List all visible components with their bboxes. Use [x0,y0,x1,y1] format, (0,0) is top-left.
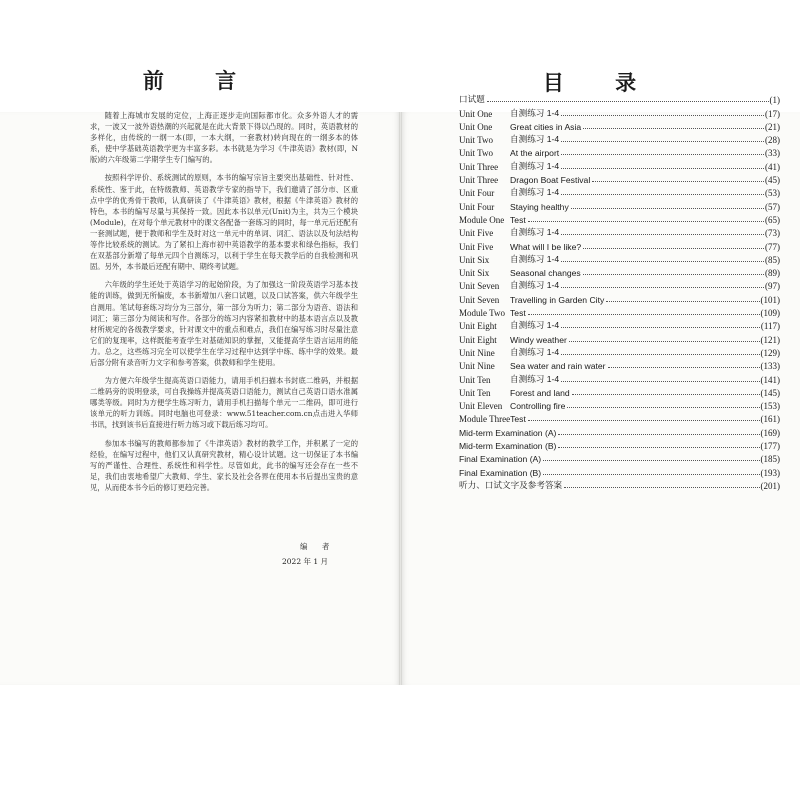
toc-row [459,451,780,464]
toc-unit: Unit Five [459,228,494,239]
toc-entry-title: 自测练习 1-4 [510,373,560,384]
toc-unit: Unit Eight [459,334,497,345]
toc-row [459,464,780,477]
table-of-contents [459,92,780,491]
toc-unit: Unit Nine [459,361,495,372]
toc-page-number: (77) [765,241,780,252]
toc-unit: Unit One [459,121,493,132]
toc-unit: Unit Two [459,148,493,159]
toc-dot-leader [561,261,764,262]
toc-page-number: (201) [760,480,780,491]
toc-dot-leader [528,221,764,222]
toc-page-number: (89) [765,268,780,279]
toc-entry-title: 自测练习 1-4 [510,107,560,118]
toc-row [459,305,780,318]
toc-entry-title: Seasonal changes [510,268,581,279]
toc-unit: Unit Six [459,268,490,279]
toc-row [459,478,780,491]
toc-dot-leader [558,447,759,448]
toc-row [459,185,780,198]
toc-unit: Module Three [459,414,511,425]
toc-page-number: (97) [765,281,780,292]
toc-row [459,398,780,411]
toc-entry-title: Final Examination (B) [459,467,542,478]
toc-entry-title: 自测练习 1-4 [510,160,560,171]
toc-entry-title: Test [510,308,526,319]
toc-dot-leader [572,394,760,395]
toc-entry-title: Final Examination (A) [459,454,542,465]
toc-page-number: (121) [760,334,780,345]
toc-unit: Unit Four [459,201,495,212]
toc-entry-title: 自测练习 1-4 [510,187,560,198]
toc-dot-leader [583,128,764,129]
preface-paragraph: 为方便六年级学生提高英语口语能力，请用手机扫描本书封底二维码，并根据二维码旁的说明登录，可自我操练并提高英语口语能力，测试自己英语口语水准属哪类等级。同时为方便学生练习听力，请用手机扫描每个单元一二维码，即可进行该单元的听力训练。同时电脑也可登录：www.51teacher.com.cn点击进入华师书讯，找到该书后直接进行听力练习或下载后练习均可。 [90,376,358,430]
toc-row [459,371,780,384]
toc-page-number: (145) [760,387,780,398]
toc-dot-leader [561,115,764,116]
toc-entry-title: 听力、口试文字及参考答案 [459,479,563,490]
toc-page-number: (141) [760,374,780,385]
toc-page-number: (177) [760,441,780,452]
preface-body [90,110,358,500]
toc-dot-leader [567,407,759,408]
toc-entry-title: 自测练习 1-4 [510,227,560,238]
preface-paragraph: 参加本书编写的教师都参加了《牛津英语》教材的教学工作，并积累了一定的经验，在编写过程中，他们又认真研究教材，精心设计试题。这一切保证了本书编写的严谨性、合理性、系统性和科学性。尽管如此，此书的编写还会存在一些不足，我们由衷地希望广大教师、学生、家长及社会各界在使用本书后提出宝贵的意见，从而使本书今后的修订更趋完善。 [90,438,358,492]
toc-dot-leader [543,460,759,461]
toc-page-number: (153) [760,401,780,412]
toc-row [459,411,780,424]
toc-entry-title: Mid-term Examination (B) [459,441,557,452]
toc-page-number: (53) [765,188,780,199]
toc-dot-leader [583,248,764,249]
toc-row [459,358,780,371]
toc-entry-title: Sea water and rain water [510,361,606,372]
toc-dot-leader [569,341,760,342]
toc-page-number: (185) [760,454,780,465]
toc-unit: Unit Six [459,254,490,265]
toc-dot-leader [543,474,759,475]
toc-row [459,252,780,265]
toc-row [459,265,780,278]
toc-page-number: (169) [760,427,780,438]
toc-row [459,278,780,291]
toc-row [459,385,780,398]
toc-dot-leader [528,314,760,315]
toc-unit: Unit Seven [459,281,500,292]
toc-entry-title: Controlling fire [510,401,566,412]
toc-unit: Unit One [459,108,493,119]
toc-unit: Unit Nine [459,347,495,358]
toc-dot-leader [561,287,764,288]
toc-unit: Unit Five [459,241,494,252]
toc-entry-title: 自测练习 1-4 [510,134,560,145]
toc-unit: Unit Two [459,135,493,146]
toc-dot-leader [487,101,769,102]
toc-dot-leader [561,154,764,155]
toc-page-number: (117) [760,321,780,332]
toc-row [459,172,780,185]
toc-page-number: (41) [765,161,780,172]
toc-page-number: (65) [765,214,780,225]
toc-page-number: (33) [765,148,780,159]
toc-dot-leader [561,141,764,142]
toc-page-number: (193) [760,467,780,478]
toc-unit: Unit Three [459,175,499,186]
toc-unit: Unit Four [459,188,495,199]
toc-dot-leader [561,194,764,195]
toc-page-number: (1) [769,95,780,106]
toc-row [459,291,780,304]
toc-unit: Unit Ten [459,387,491,398]
book-gutter [399,112,402,685]
toc-dot-leader [561,354,759,355]
toc-entry-title: Great cities in Asia [510,121,582,132]
toc-entry-title: Travelling in Garden City [510,294,605,305]
preface-title: 前 言 [142,68,259,93]
preface-date: 2022 年 1 月 [282,557,329,566]
toc-entry-title: Windy weather [510,334,567,345]
toc-dot-leader [592,181,764,182]
toc-title: 目 录 [542,70,659,95]
toc-page-number: (45) [765,175,780,186]
toc-page-number: (85) [765,254,780,265]
toc-unit: Unit Seven [459,294,500,305]
toc-entry-title: 自测练习 1-4 [510,280,560,291]
toc-page-number: (21) [765,121,780,132]
toc-entry-title: Dragon Boat Festival [510,175,591,186]
preface-paragraph: 随着上海城市发展的定位，上海正逐步走向国际都市化。众多外语人才的需求，一波又一波外语热潮的兴起就是在此大背景下得以凸现的。同时，英语教材的多样化，由传统的一纲一本(即，一本大纲，一套教材)转向现在的一纲多本的体系，使中学基础英语教学更为丰富多彩。本书就是为学习《牛津英语》教材(即，N版)的六年级第二学期学生专门编写的。 [90,111,358,165]
toc-row [459,225,780,238]
toc-row [459,145,780,158]
toc-page-number: (109) [760,308,780,319]
toc-row [459,331,780,344]
toc-entry-title: 自测练习 1-4 [510,253,560,264]
toc-unit: Unit Three [459,161,499,172]
toc-dot-leader [561,381,759,382]
toc-page-number: (17) [765,108,780,119]
toc-page-number: (73) [765,228,780,239]
toc-entry-title: Mid-term Examination (A) [459,427,557,438]
toc-row [459,198,780,211]
toc-row [459,92,780,105]
toc-row [459,119,780,132]
toc-entry-title: What will I be like? [510,241,582,252]
preface-paragraph: 按照科学评价、系统测试的原则，本书的编写宗旨主要突出基础性、针对性、系统性、鉴于此，在特级教师、英语教学专家的指导下，我们邀请了部分市、区重点中学的优秀骨干教师，认真研读了《牛津英语》教材，根据《牛津英语》教材的特色，本书的编写尽量与其保持一致。因此本书以单元(Unit)为主，共为三个模块(Module)，在对每个单元教材中的课文各配备一套练习的同时，每一单元后还配有一套测试题，便于教师和学生及时对这一单元中的单词、词汇、语法以及句法结构等作比较系统的测试。为了紧扣上海市初中英语教学的基本要求和绿色指标，我们在双基部分新增了每单元四个自测练习，以利于学生在每天教学后的自我检测和巩固。另外，本书最后还配有期中、期终考试题。 [90,173,358,272]
preface-signature: 编 者 [300,542,336,551]
toc-dot-leader [564,487,759,488]
toc-page-number: (133) [760,361,780,372]
toc-row [459,158,780,171]
toc-row [459,345,780,358]
toc-unit: Unit Eight [459,321,497,332]
toc-page-number: (129) [760,347,780,358]
toc-unit: Unit Ten [459,374,491,385]
toc-row [459,424,780,437]
toc-page-number: (28) [765,135,780,146]
toc-dot-leader [583,274,764,275]
toc-entry-title: Test [510,214,526,225]
toc-row [459,105,780,118]
toc-unit: Module Two [459,308,505,319]
toc-dot-leader [608,367,760,368]
toc-unit: Module One [459,214,505,225]
toc-row [459,238,780,251]
toc-row [459,132,780,145]
toc-unit: Unit Eleven [459,401,503,412]
toc-dot-leader [606,301,759,302]
toc-dot-leader [561,168,764,169]
toc-entry-title: 自测练习 1-4 [510,346,560,357]
toc-row [459,438,780,451]
toc-entry-title: At the airport [510,148,560,159]
toc-dot-leader [561,327,760,328]
toc-dot-leader [528,420,760,421]
toc-entry-title: Test [510,414,526,425]
toc-row [459,212,780,225]
preface-paragraph: 六年级的学生还处于英语学习的起始阶段，为了加强这一阶段英语学习基本技能的训练，做到无所偏废，本书新增加八套口试题，以及口试答案，供六年级学生自测用。笔试每套练习均分为三部分，第一部分为听力；第二部分为语音、语法和词汇；第三部分为阅读和写作。各部分的练习内容紧扣教材中的基本语言点以及教材所规定的各级教学要求，针对课文中的重点和难点，我们在编写练习时尽量注意它们的复现率，这样既能考查学生对基础知识的掌握，又能提高学生语言运用的能力。总之，这些练习完全可以使学生在学习过程中达到学中练、练中学的效果。最后部分附有录音听力文字和参考答案，供教师和学生使用。 [90,280,358,367]
toc-entry-title: 口试题 [459,94,485,105]
toc-dot-leader [571,208,764,209]
toc-dot-leader [561,234,764,235]
toc-page-number: (57) [765,201,780,212]
toc-row [459,318,780,331]
toc-entry-title: Forest and land [510,387,570,398]
toc-page-number: (161) [760,414,780,425]
toc-dot-leader [558,434,759,435]
toc-page-number: (101) [760,294,780,305]
toc-entry-title: 自测练习 1-4 [510,320,560,331]
toc-entry-title: Staying healthy [510,201,569,212]
